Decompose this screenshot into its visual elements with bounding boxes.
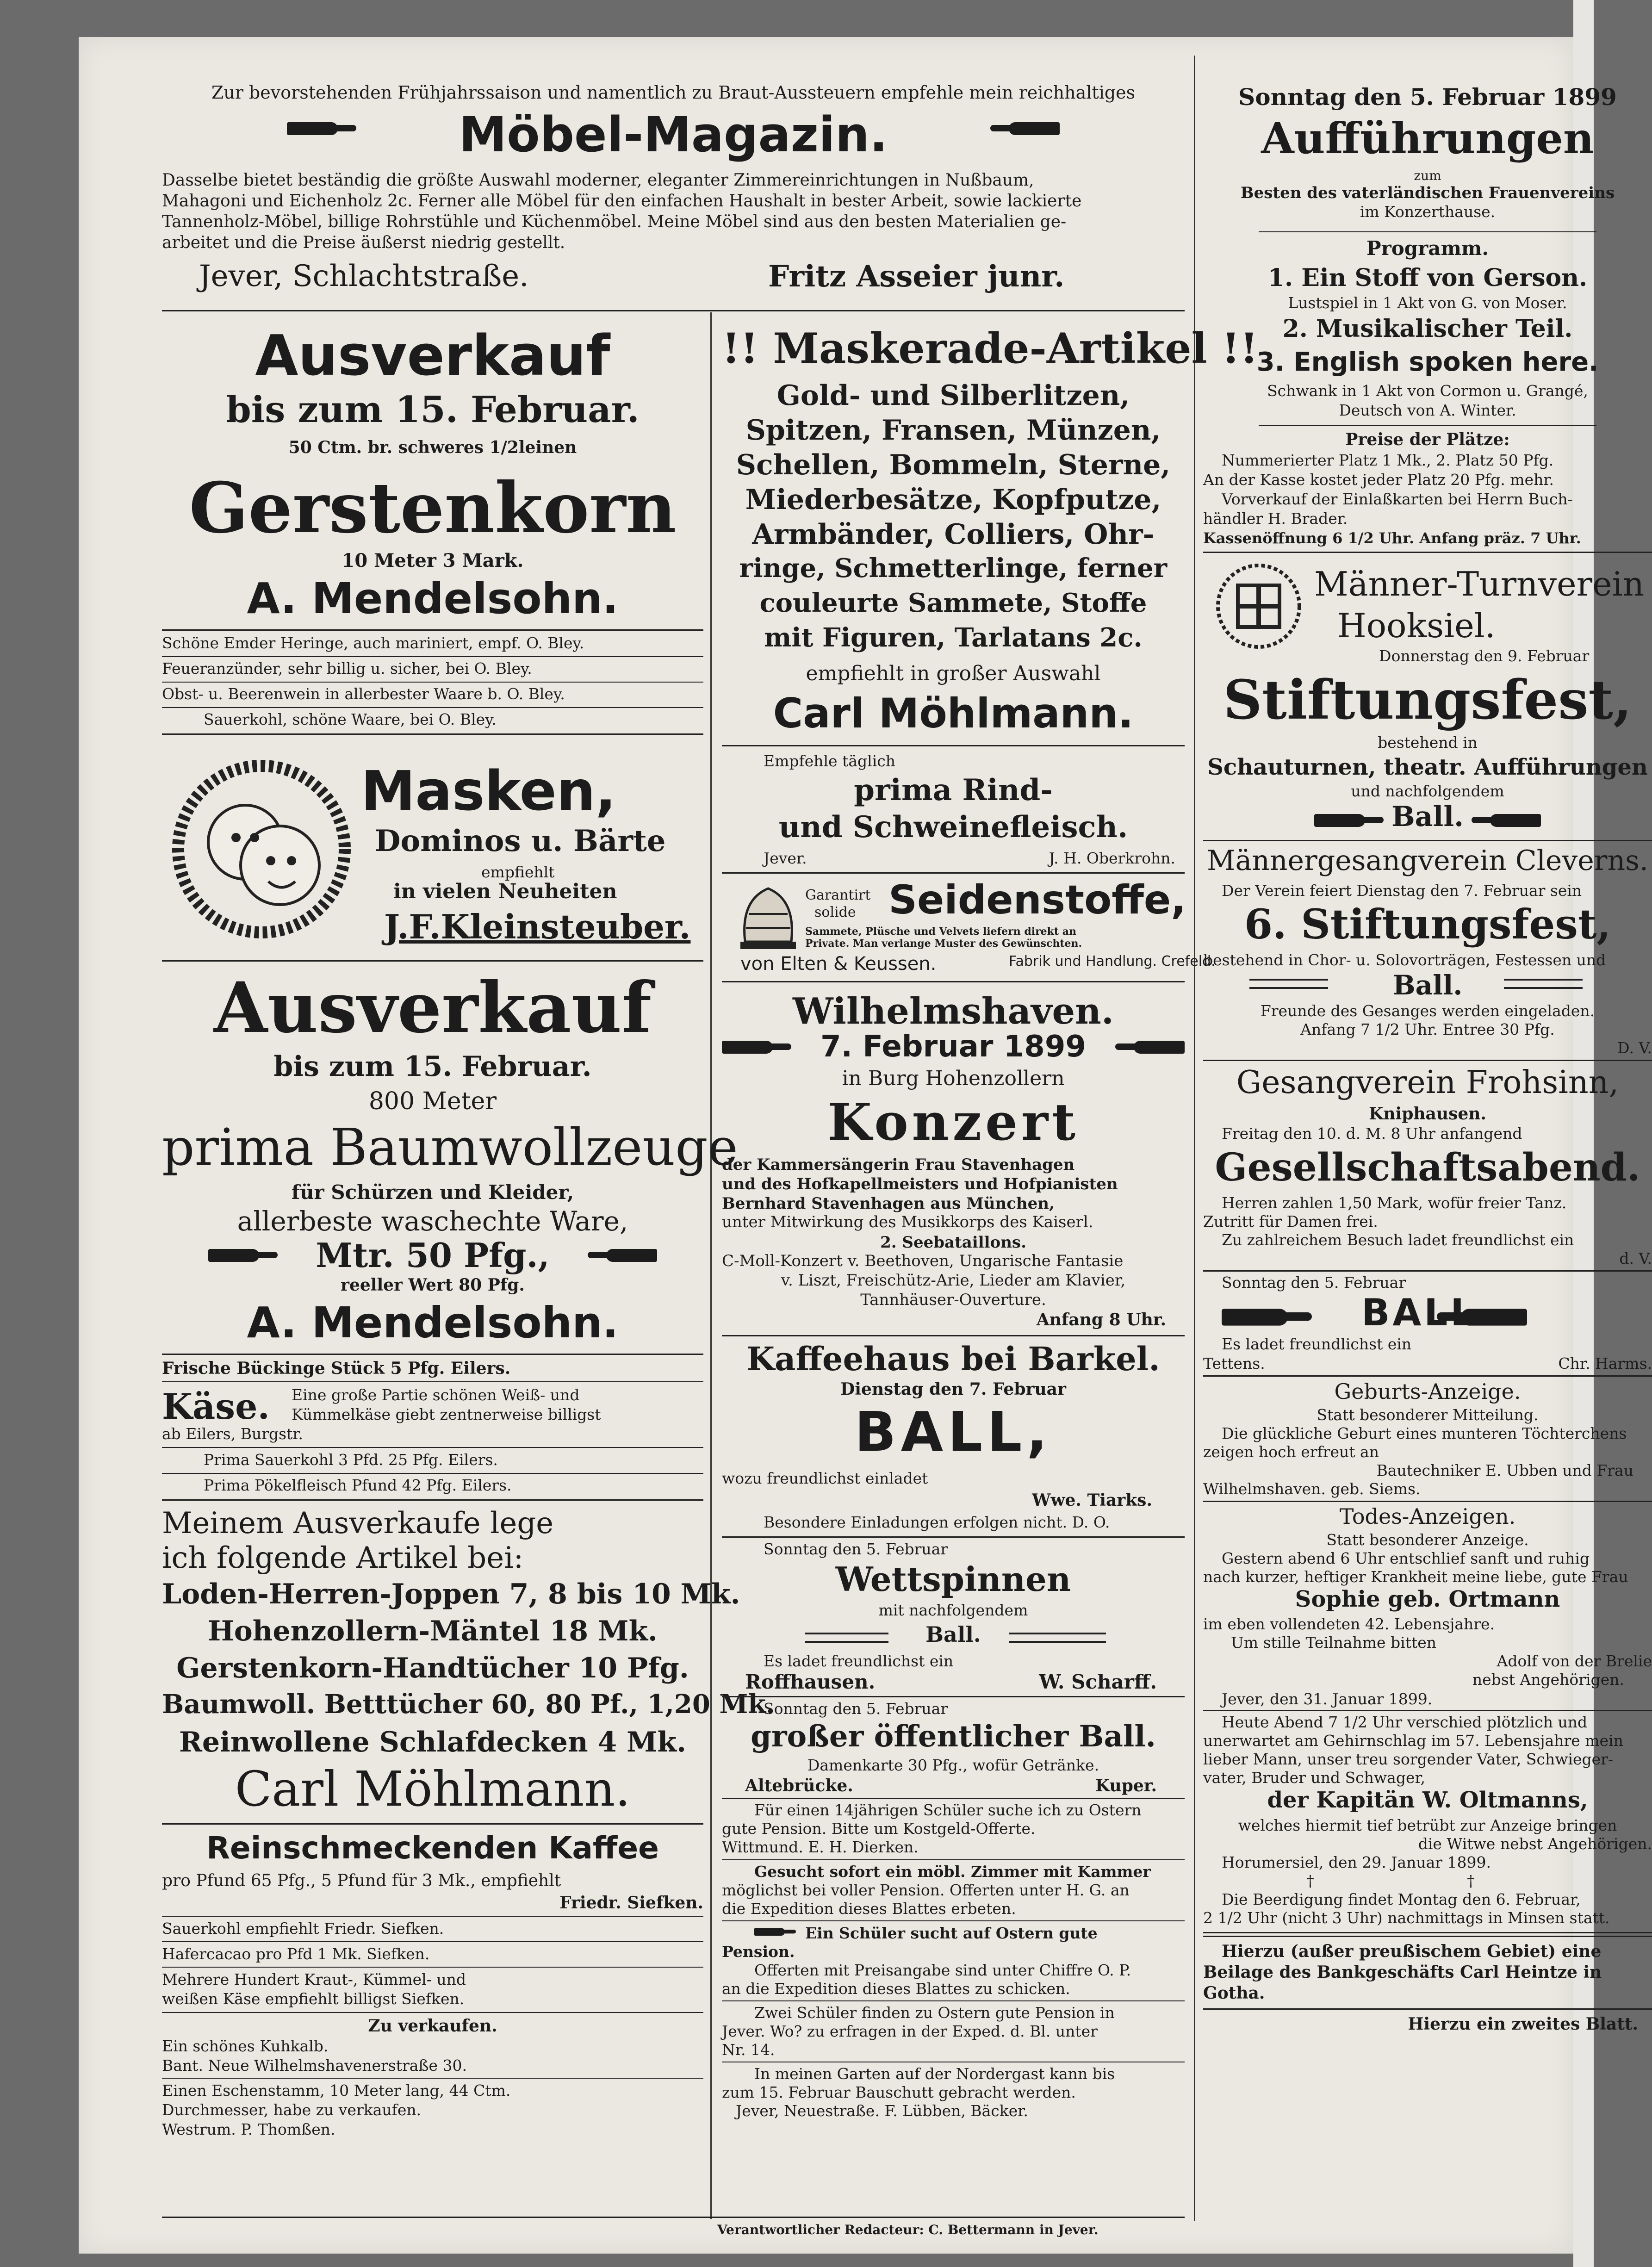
tod-m6: die Witwe nebst Angehörigen. bbox=[1418, 1835, 1652, 1853]
wettspinnen-date: Sonntag den 5. Februar bbox=[764, 1540, 948, 1558]
rule bbox=[722, 981, 1185, 982]
rule bbox=[1203, 1060, 1652, 1061]
konzert-line-1: der Kammersängerin Frau Stavenhagen bbox=[722, 1155, 1075, 1174]
tod-cross: † † bbox=[1306, 1872, 1549, 1890]
rule bbox=[1203, 1501, 1652, 1502]
konzert-line-8: Tannhäuser-Ouverture. bbox=[860, 1291, 1046, 1309]
tod-m1: Heute Abend 7 1/2 Uhr verschied plötzlich und bbox=[1222, 1713, 1588, 1731]
maskerade-title: !! Maskerade-Artikel !! bbox=[722, 324, 1259, 373]
turn-title: Männer-Turnverein bbox=[1314, 565, 1645, 603]
oberkrohn-sign: J. H. Oberkrohn. bbox=[1049, 849, 1175, 867]
auff-p3: 3. English spoken here. bbox=[1256, 347, 1599, 377]
footer-editor: Verantwortlicher Redacteur: C. Bettermann in Jever. bbox=[717, 2222, 1099, 2237]
small-ad-line-6: die Expedition dieses Blattes erbeten. bbox=[722, 1900, 1016, 1918]
rule bbox=[162, 1447, 703, 1448]
kaese-head: Käse. bbox=[162, 1386, 270, 1427]
small-ad-line-7: Ein Schüler sucht auf Ostern gute bbox=[805, 1924, 1098, 1942]
moebel-ad bbox=[162, 83, 1185, 352]
auff-p1b: Lustspiel in 1 Akt von G. von Moser. bbox=[1288, 294, 1567, 312]
tettens-date: Sonntag den 5. Februar bbox=[1222, 1273, 1406, 1292]
seide-l1: Sammete, Plüsche und Velvets liefern direkt an bbox=[805, 925, 1076, 938]
moebel-signature: Fritz Asseier junr. bbox=[768, 259, 1065, 294]
ausverkauf-2-price: Mtr. 50 Pfg., bbox=[316, 1236, 550, 1275]
moehlmann-item-3: Gerstenkorn-Handtücher 10 Pfg. bbox=[176, 1652, 689, 1684]
eilers-sauerkohl: Prima Sauerkohl 3 Pfd. 25 Pfg. Eilers. bbox=[204, 1451, 498, 1469]
moehlmann-firm: Carl Möhlmann. bbox=[235, 1761, 631, 1817]
rule bbox=[162, 1967, 703, 1968]
turn-fest: Stiftungsfest, bbox=[1223, 669, 1632, 732]
ausverkauf-2-quality: allerbeste waschechte Ware, bbox=[237, 1205, 628, 1237]
konzert-line-5: 2. Seebataillons. bbox=[880, 1233, 1026, 1252]
konzert-venue: in Burg Hohenzollern bbox=[842, 1067, 1065, 1090]
small-ad-line-16: Jever, Neuestraße. F. Lübben, Bäcker. bbox=[736, 2102, 1028, 2120]
column-rule bbox=[710, 312, 712, 2219]
rule bbox=[1203, 1710, 1652, 1711]
rule bbox=[162, 629, 703, 631]
auff-date: Sonntag den 5. Februar 1899 bbox=[1238, 83, 1617, 111]
eilers-poekel: Prima Pökelfleisch Pfund 42 Pfg. Eilers. bbox=[204, 1476, 512, 1494]
frohsinn-event: Gesellschaftsabend. bbox=[1215, 1145, 1640, 1190]
masken-new: in vielen Neuheiten bbox=[393, 880, 617, 903]
maskerade-line-2: Spitzen, Fransen, Münzen, bbox=[745, 414, 1161, 447]
tod-m4: vater, Bruder und Schwager, bbox=[1203, 1769, 1426, 1787]
rule bbox=[722, 1859, 1185, 1860]
small-ad-line-14: In meinen Garten auf der Nordergast kann bis bbox=[754, 2065, 1115, 2083]
ausverkauf-1-note: 50 Ctm. br. schweres 1/2leinen bbox=[288, 438, 577, 457]
wettspinnen-sign: W. Scharff. bbox=[1039, 1671, 1157, 1693]
oeffball-price: Damenkarte 30 Pfg., wofür Getränke. bbox=[807, 1756, 1099, 1774]
rule bbox=[162, 2078, 703, 2079]
tod-m9: 2 1/2 Uhr (nicht 3 Uhr) nachmittags in Minsen statt. bbox=[1203, 1909, 1610, 1927]
auff-p3b: Schwank in 1 Akt von Cormon u. Grangé, bbox=[1267, 382, 1588, 400]
small-ad-line-8: Pension. bbox=[722, 1943, 795, 1961]
ausverkauf-1-until: bis zum 15. Februar. bbox=[226, 389, 640, 431]
rule bbox=[722, 1920, 1185, 1921]
konzert-date: 7. Februar 1899 bbox=[820, 1030, 1086, 1064]
tod-m5: welches hiermit tief betrübt zur Anzeige bringen bbox=[1238, 1816, 1617, 1834]
frohsinn-l4: Zu zahlreichem Besuch ladet freundlichst ein bbox=[1222, 1231, 1574, 1249]
small-ad-line-4: Gesucht sofort ein möbl. Zimmer mit Kammer bbox=[754, 1863, 1151, 1881]
rule bbox=[162, 733, 703, 735]
maskerade-line-4: Miederbesätze, Kopfputze, bbox=[745, 484, 1161, 516]
tod-l6: Adolf von der Brelie bbox=[1497, 1652, 1652, 1670]
wettspinnen-invite: Es ladet freundlichst ein bbox=[764, 1652, 954, 1670]
turn-place: Hooksiel. bbox=[1337, 606, 1496, 645]
wettspinnen-ball: Ball. bbox=[925, 1622, 981, 1647]
siefken-4: weißen Käse empfiehlt billigst Siefken. bbox=[162, 1990, 465, 2008]
kleinsteuber: J.F.Kleinsteuber. bbox=[384, 907, 691, 946]
rule bbox=[162, 707, 703, 708]
rule bbox=[722, 745, 1185, 746]
ausverkauf-2-use: für Schürzen und Kleider, bbox=[291, 1181, 574, 1204]
turner-cross-emblem-icon bbox=[1212, 560, 1305, 652]
auff-prices: Preise der Plätze: bbox=[1345, 430, 1510, 449]
moehlmann-item-1: Loden-Herren-Joppen 7, 8 bis 10 Mk. bbox=[162, 1578, 740, 1610]
siefken-2: Hafercacao pro Pfd 1 Mk. Siefken. bbox=[162, 1945, 430, 1963]
auff-title: Aufführungen bbox=[1261, 113, 1594, 163]
frohsinn-place: Kniphausen. bbox=[1369, 1104, 1486, 1124]
geburt-l5: Wilhelmshaven. geb. Siems. bbox=[1203, 1480, 1421, 1498]
auff-purpose: Besten des vaterländischen Frauenvereins bbox=[1240, 184, 1615, 202]
oeffball-sign: Kuper. bbox=[1095, 1776, 1157, 1795]
oeffball-place: Altebrücke. bbox=[745, 1776, 853, 1795]
rule bbox=[1203, 1936, 1652, 1937]
clevern-l4: Anfang 7 1/2 Uhr. Entree 30 Pfg. bbox=[1300, 1020, 1555, 1038]
seide-firm: von Elten & Keussen. bbox=[740, 953, 937, 975]
auff-p2: 2. Musikalischer Teil. bbox=[1282, 315, 1573, 343]
geburt-l4: Bautechniker E. Ubben und Frau bbox=[1376, 1461, 1633, 1479]
konzert-line-7: v. Liszt, Freischütz-Arie, Lieder am Klavier, bbox=[781, 1271, 1126, 1290]
kaese-line-3: ab Eilers, Burgstr. bbox=[162, 1425, 303, 1443]
frohsinn-sign: d. V. bbox=[1619, 1249, 1652, 1267]
frohsinn-l1: Freitag den 10. d. M. 8 Uhr anfangend bbox=[1222, 1124, 1522, 1143]
konzert-line-6: C-Moll-Konzert v. Beethoven, Ungarische Fantasie bbox=[722, 1252, 1124, 1270]
turn-ball: Ball. bbox=[1391, 801, 1464, 833]
ausverkauf-2-until: bis zum 15. Februar. bbox=[273, 1050, 592, 1083]
mask-wreath-illustration bbox=[171, 759, 352, 939]
oeffball-date: Sonntag den 5. Februar bbox=[764, 1700, 948, 1718]
konzert-city: Wilhelmshaven. bbox=[793, 990, 1114, 1032]
small-ad-line-2: gute Pension. Bitte um Kostgeld-Offerte. bbox=[722, 1820, 1036, 1838]
rule bbox=[162, 2012, 703, 2013]
oberkrohn-l3: und Schweinefleisch. bbox=[778, 810, 1128, 845]
rule bbox=[162, 960, 703, 962]
seide-garantirt: Garantirt bbox=[805, 887, 871, 903]
rule bbox=[162, 1354, 703, 1355]
moebel-intro: Zur bevorstehenden Frühjahrssaison und namentlich zu Braut-Aussteuern empfehle mein reichhaltiges bbox=[211, 82, 1136, 103]
barkel-ball: BALL, bbox=[854, 1400, 1052, 1464]
maskerade-line-1: Gold- und Silberlitzen, bbox=[776, 379, 1130, 412]
rule bbox=[722, 872, 1185, 874]
moebel-line-2: Mahagoni und Eichenholz 2c. Ferner alle Möbel für den einfachen Haushalt in bester Arbeit, sowie lackierte bbox=[162, 192, 1082, 211]
ausverkauf-2-worth: reeller Wert 80 Pfg. bbox=[341, 1275, 525, 1295]
rule bbox=[722, 1798, 1185, 1799]
bley-line-4: Sauerkohl, schöne Waare, bei O. Bley. bbox=[204, 710, 497, 728]
konzert-line-3: Bernhard Stavenhagen aus München, bbox=[722, 1194, 1055, 1213]
oberkrohn-place: Jever. bbox=[764, 849, 807, 867]
verkauf-l1: Ein schönes Kuhkalb. bbox=[162, 2037, 329, 2055]
tod-m7: Horumersiel, den 29. Januar 1899. bbox=[1222, 1853, 1491, 1871]
tod-l7: nebst Angehörigen. bbox=[1472, 1671, 1624, 1689]
rule bbox=[1203, 1270, 1652, 1272]
small-ad-line-3: Wittmund. E. H. Dierken. bbox=[722, 1838, 919, 1856]
frohsinn-title: Gesangverein Frohsinn, bbox=[1236, 1064, 1619, 1101]
beehive-logo-icon bbox=[736, 882, 801, 951]
tod-m3: lieber Mann, unser treu sorgender Vater, Schwieger- bbox=[1203, 1750, 1614, 1768]
maskerade-line-6: ringe, Schmetterlinge, ferner bbox=[739, 553, 1168, 584]
rule bbox=[162, 1916, 703, 1917]
rule bbox=[722, 1536, 1185, 1538]
tettens-ball: BALL. bbox=[1361, 1291, 1494, 1334]
rule bbox=[1203, 840, 1652, 841]
rule bbox=[722, 1696, 1185, 1697]
turn-acts: Schauturnen, theatr. Aufführungen bbox=[1207, 754, 1648, 780]
tettens-place: Tettens. bbox=[1203, 1354, 1265, 1373]
wettspinnen-place: Roffhausen. bbox=[745, 1671, 876, 1693]
eilers-buecking: Frische Bückinge Stück 5 Pfg. Eilers. bbox=[162, 1359, 511, 1378]
moehlmann-l2: ich folgende Artikel bei: bbox=[162, 1541, 524, 1575]
rule bbox=[162, 1823, 703, 1825]
rule bbox=[162, 310, 1185, 311]
konzert-start: Anfang 8 Uhr. bbox=[1036, 1310, 1166, 1329]
rule bbox=[1203, 2008, 1652, 2010]
tod-l5: Um stille Teilnahme bitten bbox=[1231, 1633, 1437, 1652]
geburt-l3: zeigen hoch erfreut an bbox=[1203, 1443, 1379, 1461]
clevern-title: Männergesangverein Cleverns. bbox=[1207, 845, 1648, 877]
rule bbox=[162, 1473, 703, 1474]
moehlmann-l1: Meinem Ausverkaufe lege bbox=[162, 1506, 554, 1540]
small-ad-line-13: Nr. 14. bbox=[722, 2041, 775, 2059]
tod-l2: Gestern abend 6 Uhr entschlief sanft und ruhig bbox=[1222, 1549, 1590, 1567]
column-rule bbox=[1194, 56, 1195, 2221]
maskerade-line-7: couleurte Sammete, Stoffe bbox=[759, 588, 1147, 618]
maskerade-line-5: Armbänder, Colliers, Ohr- bbox=[752, 518, 1155, 551]
tod-title: Todes-Anzeigen. bbox=[1339, 1504, 1516, 1529]
small-ad-line-12: Jever. Wo? zu erfragen in der Exped. d. Bl. unter bbox=[722, 2022, 1098, 2040]
moebel-place: Jever, Schlachtstraße. bbox=[199, 259, 529, 293]
right-column bbox=[1203, 83, 1652, 2221]
auff-p3c: Deutsch von A. Winter. bbox=[1339, 401, 1516, 419]
rule bbox=[722, 1335, 1185, 1336]
moehlmann-item-4: Baumwoll. Betttücher 60, 80 Pf., 1,20 Mk. bbox=[162, 1689, 775, 1720]
rule bbox=[1203, 1932, 1652, 1933]
maskerade-firm: Carl Möhlmann. bbox=[773, 689, 1134, 737]
auff-pr3: Vorverkauf der Einlaßkarten bei Herrn Buch- bbox=[1222, 490, 1573, 508]
konzert-line-2: und des Hofkapellmeisters und Hofpianisten bbox=[722, 1175, 1118, 1193]
maskerade-line-8: mit Figuren, Tarlatans 2c. bbox=[764, 622, 1143, 653]
tod-name2: der Kapitän W. Oltmanns, bbox=[1267, 1787, 1588, 1813]
tod-name: Sophie geb. Ortmann bbox=[1295, 1586, 1560, 1612]
wettspinnen-title: Wettspinnen bbox=[835, 1559, 1071, 1599]
ausverkauf-1-price: 10 Meter 3 Mark. bbox=[342, 550, 524, 571]
mendelsohn-1: A. Mendelsohn. bbox=[247, 574, 619, 623]
clevern-ball: Ball. bbox=[1392, 969, 1463, 1001]
auff-pr5: Kassenöffnung 6 1/2 Uhr. Anfang präz. 7 Uhr. bbox=[1203, 529, 1581, 547]
rule bbox=[162, 1941, 703, 1942]
auff-venue: im Konzerthause. bbox=[1360, 203, 1496, 221]
verkauf-l2: Bant. Neue Wilhelmshavenerstraße 30. bbox=[162, 2056, 467, 2074]
rule bbox=[1259, 425, 1596, 426]
kaffee-sign: Friedr. Siefken. bbox=[559, 1893, 703, 1913]
geburt-title: Geburts-Anzeige. bbox=[1334, 1379, 1521, 1404]
auff-pr1: Nummerierter Platz 1 Mk., 2. Platz 50 Pfg. bbox=[1222, 451, 1554, 469]
seide-title: Seidenstoffe, bbox=[888, 877, 1186, 923]
rule bbox=[722, 2000, 1185, 2001]
maskerade-rec: empfiehlt in großer Auswahl bbox=[806, 662, 1101, 685]
clevern-sign: D. V. bbox=[1617, 1039, 1652, 1057]
frohsinn-l2: Herren zahlen 1,50 Mark, wofür freier Tanz. bbox=[1222, 1194, 1567, 1212]
oberkrohn-l2: prima Rind- bbox=[854, 773, 1053, 807]
verkauf-l5: Westrum. P. Thomßen. bbox=[162, 2120, 335, 2138]
beilage-l1: Hierzu (außer preußischem Gebiet) eine bbox=[1222, 1942, 1602, 1961]
tod-m2: unerwartet am Gehirnschlag im 57. Lebensjahre mein bbox=[1203, 1732, 1623, 1750]
tod-m8: Die Beerdigung findet Montag den 6. Februar, bbox=[1222, 1890, 1581, 1908]
tettens-invite: Es ladet freundlichst ein bbox=[1222, 1335, 1412, 1353]
small-ad-line-5: möglichst bei voller Pension. Offerten unter H. G. an bbox=[722, 1881, 1130, 1899]
turn-follow: und nachfolgendem bbox=[1351, 782, 1504, 800]
bley-line-1: Schöne Emder Heringe, auch mariniert, empf. O. Bley. bbox=[162, 634, 584, 652]
auff-prog: Programm. bbox=[1366, 237, 1489, 260]
verkauf-l4: Durchmesser, habe zu verkaufen. bbox=[162, 2101, 422, 2119]
tod-l8: Jever, den 31. Januar 1899. bbox=[1222, 1690, 1433, 1708]
masken-title: Masken, bbox=[361, 759, 616, 823]
frohsinn-l3: Zutritt für Damen frei. bbox=[1203, 1212, 1378, 1230]
rule bbox=[162, 682, 703, 683]
small-ad-line-15: zum 15. Februar Bauschutt gebracht werden. bbox=[722, 2083, 1076, 2101]
small-ad-line-11: Zwei Schüler finden zu Ostern gute Pension in bbox=[754, 2004, 1115, 2022]
moebel-line-1: Dasselbe bietet beständig die größte Auswahl moderner, eleganter Zimmereinrichtungen in Nußbaum, bbox=[162, 171, 1034, 190]
konzert-title: Konzert bbox=[827, 1092, 1079, 1152]
barkel-sign: Wwe. Tiarks. bbox=[1032, 1491, 1152, 1510]
bley-line-3: Obst- u. Beerenwein in allerbester Waare b. O. Bley. bbox=[162, 685, 565, 703]
kaese-line-2: Kümmelkäse giebt zentnerweise billigst bbox=[292, 1405, 601, 1423]
rule bbox=[162, 656, 703, 657]
clevern-l3: Freunde des Gesanges werden eingeladen. bbox=[1260, 1002, 1595, 1020]
ausverkauf-2-meters: 800 Meter bbox=[368, 1087, 497, 1115]
barkel-title: Kaffeehaus bei Barkel. bbox=[746, 1340, 1160, 1378]
baumwollzeuge: prima Baumwollzeuge bbox=[162, 1118, 738, 1177]
tod-l3: nach kurzer, heftiger Krankheit meine liebe, gute Frau bbox=[1203, 1568, 1628, 1586]
ausverkauf-2-title: Ausverkauf bbox=[213, 967, 652, 1049]
moehlmann-item-2: Hohenzollern-Mäntel 18 Mk. bbox=[208, 1615, 658, 1647]
pointing-hand-right-icon bbox=[754, 1924, 796, 1940]
verkauf-l3: Einen Eschenstamm, 10 Meter lang, 44 Ctm. bbox=[162, 2081, 511, 2099]
small-ad-line-9: Offerten mit Preisangabe sind unter Chiffre O. P. bbox=[754, 1961, 1131, 1979]
tettens-sign: Chr. Harms. bbox=[1558, 1354, 1652, 1373]
moebel-line-3: Tannenholz-Möbel, billige Rohrstühle und Küchenmöbel. Meine Möbel sind aus den besten Materialien ge- bbox=[162, 212, 1067, 231]
tod-l1: Statt besonderer Anzeige. bbox=[1326, 1531, 1529, 1549]
clevern-l2: bestehend in Chor- u. Solovorträgen, Festessen und bbox=[1203, 951, 1606, 969]
auff-p1: 1. Ein Stoff von Gerson. bbox=[1267, 264, 1588, 292]
clevern-l1: Der Verein feiert Dienstag den 7. Februar sein bbox=[1222, 882, 1582, 900]
masken-recommends: empfiehlt bbox=[481, 863, 555, 881]
rule bbox=[1203, 552, 1652, 553]
oeffball-title: großer öffentlicher Ball. bbox=[751, 1719, 1156, 1754]
footer-second-sheet: Hierzu ein zweites Blatt. bbox=[1408, 2014, 1638, 2034]
rule bbox=[162, 1499, 703, 1501]
turn-consist: bestehend in bbox=[1378, 733, 1478, 752]
barkel-date: Dienstag den 7. Februar bbox=[840, 1379, 1066, 1399]
masken-sub: Dominos u. Bärte bbox=[375, 824, 666, 858]
beilage-l3: Gotha. bbox=[1203, 1983, 1265, 2003]
kaffee-title: Reinschmeckenden Kaffee bbox=[206, 1830, 659, 1866]
siefken-1: Sauerkohl empfiehlt Friedr. Siefken. bbox=[162, 1919, 444, 1938]
geburt-l2: Die glückliche Geburt eines munteren Töchterchens bbox=[1222, 1424, 1627, 1442]
tod-l4: im eben vollendeten 42. Lebensjahre. bbox=[1203, 1615, 1495, 1633]
auff-pr2: An der Kasse kostet jeder Platz 20 Pfg. mehr. bbox=[1203, 471, 1554, 489]
moebel-title: Möbel-Magazin. bbox=[459, 106, 888, 163]
newspaper-page bbox=[79, 37, 1652, 2254]
moehlmann-item-5: Reinwollene Schlafdecken 4 Mk. bbox=[179, 1726, 686, 1758]
oberkrohn-l1: Empfehle täglich bbox=[764, 752, 895, 770]
mendelsohn-2: A. Mendelsohn. bbox=[247, 1298, 619, 1348]
small-ad-line-1: Für einen 14jährigen Schüler suche ich zu Ostern bbox=[754, 1801, 1142, 1819]
rule bbox=[1203, 1375, 1652, 1377]
rule bbox=[1259, 231, 1596, 232]
gerstenkorn-title: Gerstenkorn bbox=[189, 467, 677, 549]
rule bbox=[162, 2217, 1185, 2218]
seide-place: Fabrik und Handlung. Crefeld. bbox=[1009, 953, 1216, 969]
auff-pr4: händler H. Brader. bbox=[1203, 509, 1348, 528]
verkauf-head: Zu verkaufen. bbox=[368, 2016, 497, 2036]
turn-date: Donnerstag den 9. Februar bbox=[1379, 647, 1590, 665]
seide-l2: Private. Man verlange Muster des Gewünschten. bbox=[805, 938, 1082, 950]
bley-line-2: Feueranzünder, sehr billig u. sicher, bei O. Bley. bbox=[162, 659, 532, 677]
beilage-l2: Beilage des Bankgeschäfts Carl Heintze in bbox=[1203, 1963, 1602, 1982]
moebel-line-4: arbeitet und die Preise äußerst niedrig gestellt. bbox=[162, 233, 565, 252]
clevern-fest: 6. Stiftungsfest, bbox=[1244, 900, 1611, 948]
siefken-3: Mehrere Hundert Kraut-, Kümmel- und bbox=[162, 1970, 466, 1988]
kaese-line-1: Eine große Partie schönen Weiß- und bbox=[292, 1386, 580, 1404]
wettspinnen-after: mit nachfolgendem bbox=[878, 1601, 1028, 1619]
rule bbox=[162, 1381, 703, 1382]
kaffee-line: pro Pfund 65 Pfg., 5 Pfund für 3 Mk., empfiehlt bbox=[162, 1871, 561, 1890]
small-ad-line-10: an die Expedition dieses Blattes zu schicken. bbox=[722, 1980, 1070, 1998]
seide-solide: solide bbox=[814, 904, 856, 920]
maskerade-line-3: Schellen, Bommeln, Sterne, bbox=[736, 449, 1171, 481]
ausverkauf-1-title: Ausverkauf bbox=[255, 324, 610, 388]
barkel-invite: wozu freundlichst einladet bbox=[722, 1469, 928, 1487]
barkel-note: Besondere Einladungen erfolgen nicht. D. O. bbox=[764, 1513, 1110, 1531]
konzert-line-4: unter Mitwirkung des Musikkorps des Kaiserl. bbox=[722, 1213, 1093, 1231]
auff-zum: zum bbox=[1414, 168, 1441, 183]
geburt-l1: Statt besonderer Mitteilung. bbox=[1317, 1406, 1539, 1424]
